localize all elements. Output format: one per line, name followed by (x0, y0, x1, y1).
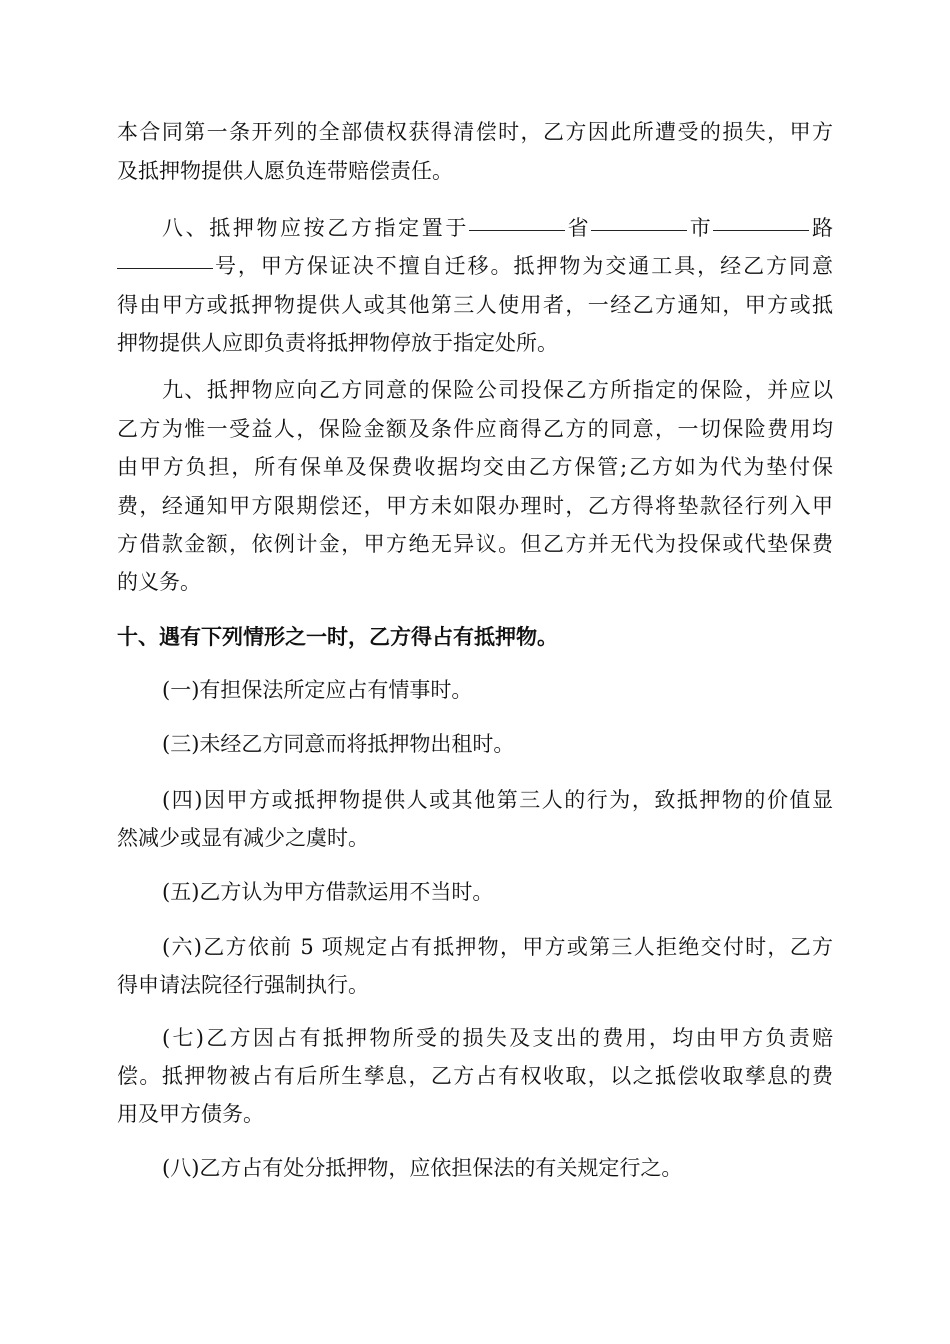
clause-9-line-3: 由甲方负担，所有保单及保费收据均交由乙方保管;乙方如为代为垫付保 (117, 455, 833, 479)
clause-9-line-1: 九、抵押物应向乙方同意的保险公司投保乙方所指定的保险，并应以 (162, 378, 833, 402)
clause-8-line-3: 得由甲方或抵押物提供人或其他第三人使用者，一经乙方通知，甲方或抵 (117, 293, 833, 317)
clause-10-item-1: (一)有担保法所定应占有情事时。 (162, 678, 473, 702)
clause-8-text-a: 八、抵押物应按乙方指定置于 (162, 216, 469, 240)
clause-10-item-6-line-1: (六)乙方依前 5 项规定占有抵押物，甲方或第三人拒绝交付时，乙方 (162, 935, 833, 959)
paragraph-7-line-1: 本合同第一条开列的全部债权获得清偿时，乙方因此所遭受的损失，甲方 (117, 120, 833, 144)
clause-10-item-3: (三)未经乙方同意而将抵押物出租时。 (162, 732, 515, 756)
clause-9-line-6: 的义务。 (117, 570, 201, 594)
clause-8-text-c: 市 (687, 216, 714, 240)
clause-10-heading: 十、遇有下列情形之一时，乙方得占有抵押物。 (117, 625, 558, 649)
blank-number (117, 267, 213, 269)
paragraph-7-line-2: 及抵押物提供人愿负连带赔偿责任。 (117, 159, 453, 183)
clause-8-text-b: 省 (564, 216, 592, 240)
clause-8-text-d: 路 (809, 216, 833, 240)
clause-8-line-4: 押物提供人应即负责将抵押物停放于指定处所。 (117, 331, 558, 355)
clause-10-item-7-line-3: 用及甲方债务。 (117, 1102, 264, 1126)
clause-10-item-8: (八)乙方占有处分抵押物，应依担保法的有关规定行之。 (162, 1156, 683, 1180)
clause-10-item-7-line-1: (七)乙方因占有抵押物所受的损失及支出的费用，均由甲方负责赔 (162, 1026, 833, 1050)
clause-10-item-5: (五)乙方认为甲方借款运用不当时。 (162, 880, 494, 904)
clause-9-line-4: 费，经通知甲方限期偿还，甲方未如限办理时，乙方得将垫款径行列入甲 (117, 494, 833, 518)
clause-10-item-6-line-2: 得申请法院径行强制执行。 (117, 973, 369, 997)
clause-8-text-e: 号，甲方保证决不擅自迁移。抵押物为交通工具，经乙方同意 (213, 254, 833, 278)
blank-city (591, 229, 687, 231)
clause-9-line-5: 方借款金额，依例计金，甲方绝无异议。但乙方并无代为投保或代垫保费 (117, 532, 833, 556)
blank-road (713, 229, 809, 231)
clause-9-line-2: 乙方为惟一受益人，保险金额及条件应商得乙方的同意，一切保险费用均 (117, 417, 833, 441)
clause-10-item-4-line-1: (四)因甲方或抵押物提供人或其他第三人的行为，致抵押物的价值显 (162, 788, 833, 812)
clause-8-line-2 (117, 248, 833, 284)
clause-10-item-7-line-2: 偿。抵押物被占有后所生孳息，乙方占有权收取，以之抵偿收取孳息的费 (117, 1064, 833, 1088)
clause-10-item-4-line-2: 然减少或显有减少之虞时。 (117, 826, 369, 850)
clause-8-line-1 (162, 210, 833, 246)
blank-province (469, 229, 565, 231)
